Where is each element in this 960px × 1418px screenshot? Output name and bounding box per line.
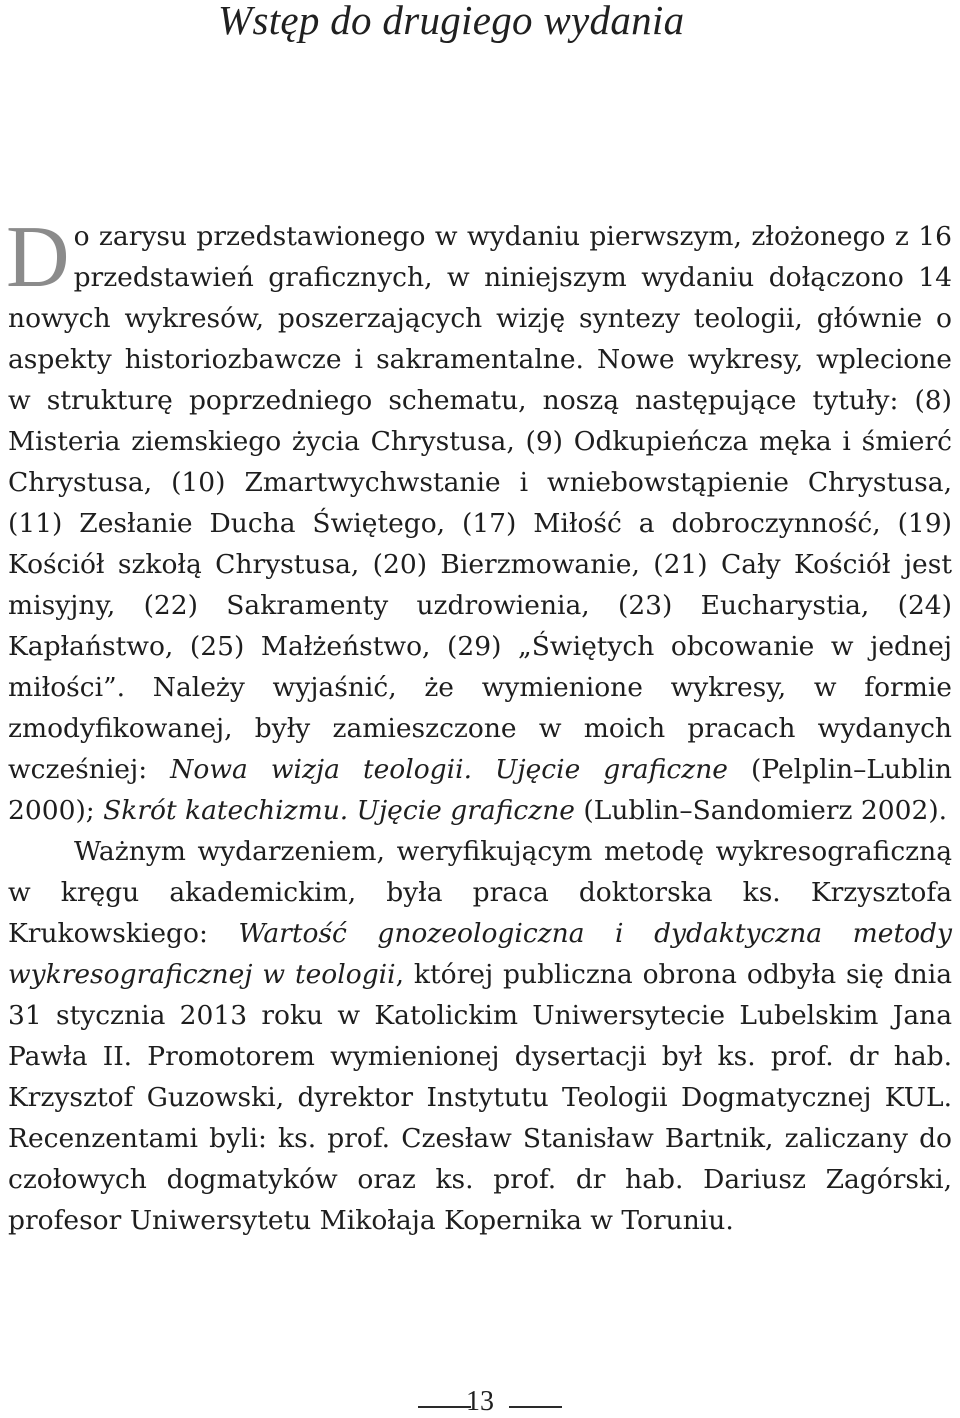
book-title-skrot-katechizmu: Skrót katechizmu. Ujęcie graficzne [103, 795, 575, 826]
footer-rule-right [509, 1406, 562, 1408]
paragraph-2-text-2: , której publiczna obrona odbyła się dnia 31 stycznia 2013 roku w Katolickim Uniwersytecie Lubelskim Jana Pawła II. Promotorem wymienionej dysertacji był ks. prof. dr hab. Krzysztof Guzowski, dyrektor Instytutu Teologii Dogmatycznej KUL. Recenzentami byli: ks. prof. Czesław Stanisław Bartnik, zaliczany do czołowych dogmatyków oraz ks. prof. dr hab. Dariusz Zagórski, profesor Uniwersytetu Mikołaja Kopernika w Toruniu. [8, 959, 952, 1236]
drop-cap: D [6, 209, 70, 306]
paragraph-2-text-1: Ważnym wydarzeniem, weryfikującym metodę wykresograficzną w kręgu akademickim, była praca doktorska ks. Krzysztofa Krukowskiego: [8, 836, 952, 949]
footer-rule-left [418, 1406, 471, 1408]
page-number: 13 [466, 1386, 494, 1417]
paragraph-1-text-2: (Pelplin–Lublin 2000); [8, 754, 953, 826]
page-footer [0, 1384, 960, 1418]
page-title: Wstęp do drugiego wydania [218, 0, 685, 43]
book-title-nowa-wizja: Nowa wizja teologii. Ujęcie graficzne [170, 754, 728, 785]
paragraph-1 [6, 209, 953, 831]
paragraph-1-text-1: o zarysu przedstawionego w wydaniu pierwszym, złożonego z 16 przedstawień graficznych, w niniejszym wydaniu dołączono 14 nowych wykresów, poszerzających wizję syntezy teologii, głównie o aspekty historiozbawcze i sakramentalne. Nowe wykresy, wplecione w strukturę poprzedniego schematu, noszą następujące tytuły: (8) Misteria ziemskiego życia Chrystusa, (9) Odkupieńcza męka i śmierć Chrystusa, (10) Zmartwychwstanie i wniebowstąpienie Chrystusa, (11) Zesłanie Ducha Świętego, (17) Miłość a dobroczynność, (19) Kościół szkołą Chrystusa, (20) Bierzmowanie, (21) Cały Kościół jest misyjny, (22) Sakramenty uzdrowienia, (23) Eucharystia, (24) Kapłaństwo, (25) Małżeństwo, (29) „Świętych obcowanie w jednej miłości”. Należy wyjaśnić, że wymienione wykresy, w formie zmodyfikowanej, były zamieszczone w moich pracach wydanych wcześniej: [8, 221, 952, 785]
paragraph-2 [8, 831, 952, 1241]
paragraph-1-text-3: (Lublin–Sandomierz 2002). [574, 795, 948, 826]
dissertation-title: Wartość gnozeologiczna i dydaktyczna metody wykresograficznej w teologii [8, 918, 952, 990]
body-text [6, 209, 953, 1241]
